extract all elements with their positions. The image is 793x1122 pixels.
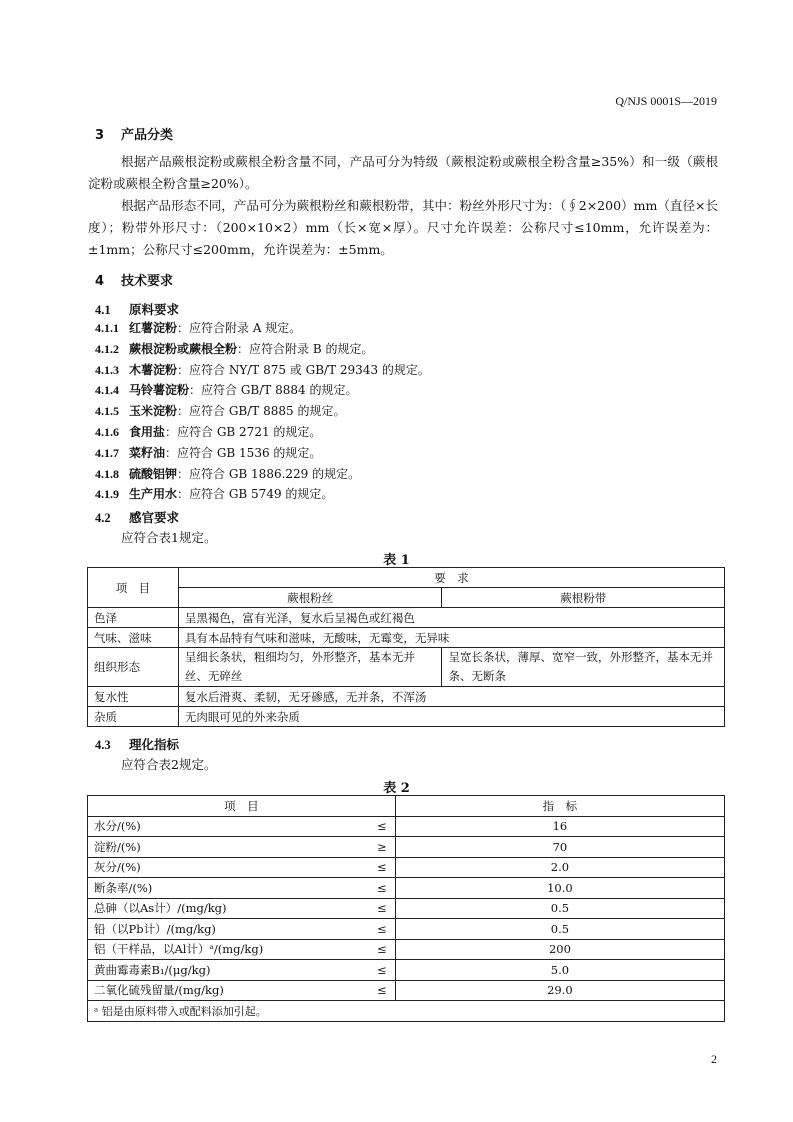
- physicochemical-indicators-table: [87, 795, 725, 1022]
- section-3-number: 3: [95, 128, 105, 143]
- table-row: 水分/(%) ≤ 16: [88, 816, 725, 837]
- section-4-1-title: 原料要求: [129, 302, 180, 317]
- section-4-2-title: 感官要求: [129, 510, 180, 525]
- section-3-paragraph-1: 根据产品蕨根淀粉或蕨根全粉含量不同，产品可分为特级（蕨根淀粉或蕨根全粉含量≥35%）和一级（蕨根淀粉或蕨根全粉含量≥20%）。: [88, 154, 718, 191]
- raw-material-item: 4.1.7 菜籽油：应符合 GB 1536 的规定。: [95, 445, 322, 460]
- table-1-header-requirement: 要 求: [178, 568, 724, 588]
- section-4-2-text: 应符合表1规定。: [121, 530, 217, 545]
- table-row: 二氧化硫残留量/(mg/kg) ≤ 29.0: [88, 980, 725, 1001]
- section-4-3-text: 应符合表2规定。: [121, 757, 217, 772]
- section-3-title: 产品分类: [121, 128, 174, 143]
- table-2-caption: 表 2: [383, 781, 410, 796]
- sensory-requirements-table: [87, 567, 725, 727]
- table-2-header-index: 指 标: [395, 796, 724, 817]
- section-4-number: 4: [95, 274, 105, 289]
- raw-material-item: 4.1.1 红薯淀粉：应符合附录 A 规定。: [95, 321, 302, 335]
- raw-material-item: 4.1.8 硫酸铝钾：应符合 GB 1886.229 的规定。: [95, 466, 361, 481]
- raw-material-item: 4.1.2 蕨根淀粉或蕨根全粉：应符合附录 B 的规定。: [95, 341, 374, 356]
- section-3-paragraph-2: 根据产品形态不同，产品可分为蕨根粉丝和蕨根粉带，其中：粉丝外形尺寸为：（∮2×200）mm（直径×长度）；粉带外形尺寸：（200×10×2）mm（长×宽×厚）。尺寸允许误差：公称尺寸≤10mm，允许误差为：±1mm；公称尺寸≤200mm，允许误差为：±5mm。: [88, 198, 718, 257]
- section-4-1-heading: [95, 300, 179, 318]
- section-4-3-heading: [95, 735, 179, 753]
- raw-material-item: 4.1.3 木薯淀粉：应符合 NY/T 875 或 GB/T 29343 的规定。: [95, 362, 430, 377]
- section-3-heading: [95, 124, 173, 143]
- table-row: 色泽 呈黑褐色，富有光泽，复水后呈褐色或红褐色: [88, 608, 725, 628]
- table-1-caption: 表 1: [383, 553, 410, 568]
- raw-material-item: 4.1.9 生产用水：应符合 GB 5749 的规定。: [95, 487, 334, 502]
- section-4-title: 技术要求: [121, 274, 174, 289]
- table-row: 黄曲霉毒素B₁/(μg/kg) ≤ 5.0: [88, 960, 725, 981]
- raw-material-list: [95, 318, 430, 505]
- table-row: 总砷（以As计）/(mg/kg) ≤ 0.5: [88, 898, 725, 919]
- table-1-header-item: 项 目: [88, 568, 179, 608]
- section-4-2-number: 4.2: [95, 511, 111, 525]
- section-4-3-number: 4.3: [95, 738, 111, 752]
- table-2-footnote: ᵃ 铝是由原料带入或配料添加引起。: [88, 1001, 725, 1022]
- section-4-heading: [95, 270, 173, 289]
- table-row: 淀粉/(%) ≥ 70: [88, 837, 725, 858]
- table-2-header-item: 项 目: [88, 796, 396, 817]
- document-code: Q/NJS 0001S—2019: [615, 94, 717, 108]
- table-row: 气味、滋味 具有本品特有气味和滋味，无酸味，无霉变，无异味: [88, 628, 725, 648]
- table-row: 复水性 复水后滑爽、柔韧，无牙碜感，无并条，不浑汤: [88, 687, 725, 707]
- table-row: 杂质 无肉眼可见的外来杂质: [88, 707, 725, 727]
- raw-material-item: 4.1.5 玉米淀粉：应符合 GB/T 8885 的规定。: [95, 404, 346, 419]
- table-1-header-fern-noodle: 蕨根粉丝: [178, 588, 442, 608]
- table-row: 组织形态 呈细长条状，粗细均匀，外形整齐，基本无并丝、无碎丝 呈宽长条状，薄厚、宽窄一致，外形整齐，基本无并条、无断条: [88, 648, 725, 687]
- table-row: 铅（以Pb计）/(mg/kg) ≤ 0.5: [88, 919, 725, 940]
- raw-material-item: 4.1.4 马铃薯淀粉：应符合 GB/T 8884 的规定。: [95, 383, 358, 398]
- section-4-3-title: 理化指标: [129, 737, 180, 752]
- raw-material-item: 4.1.6 食用盐：应符合 GB 2721 的规定。: [95, 424, 322, 439]
- table-row: 断条率/(%) ≤ 10.0: [88, 878, 725, 899]
- table-row: 铝（干样品，以Al计）ᵃ/(mg/kg) ≤ 200: [88, 939, 725, 960]
- table-row: 灰分/(%) ≤ 2.0: [88, 857, 725, 878]
- section-4-2-heading: [95, 508, 179, 526]
- page-number: 2: [711, 1052, 717, 1066]
- section-4-1-number: 4.1: [95, 303, 111, 317]
- table-1-header-fern-ribbon: 蕨根粉带: [442, 588, 725, 608]
